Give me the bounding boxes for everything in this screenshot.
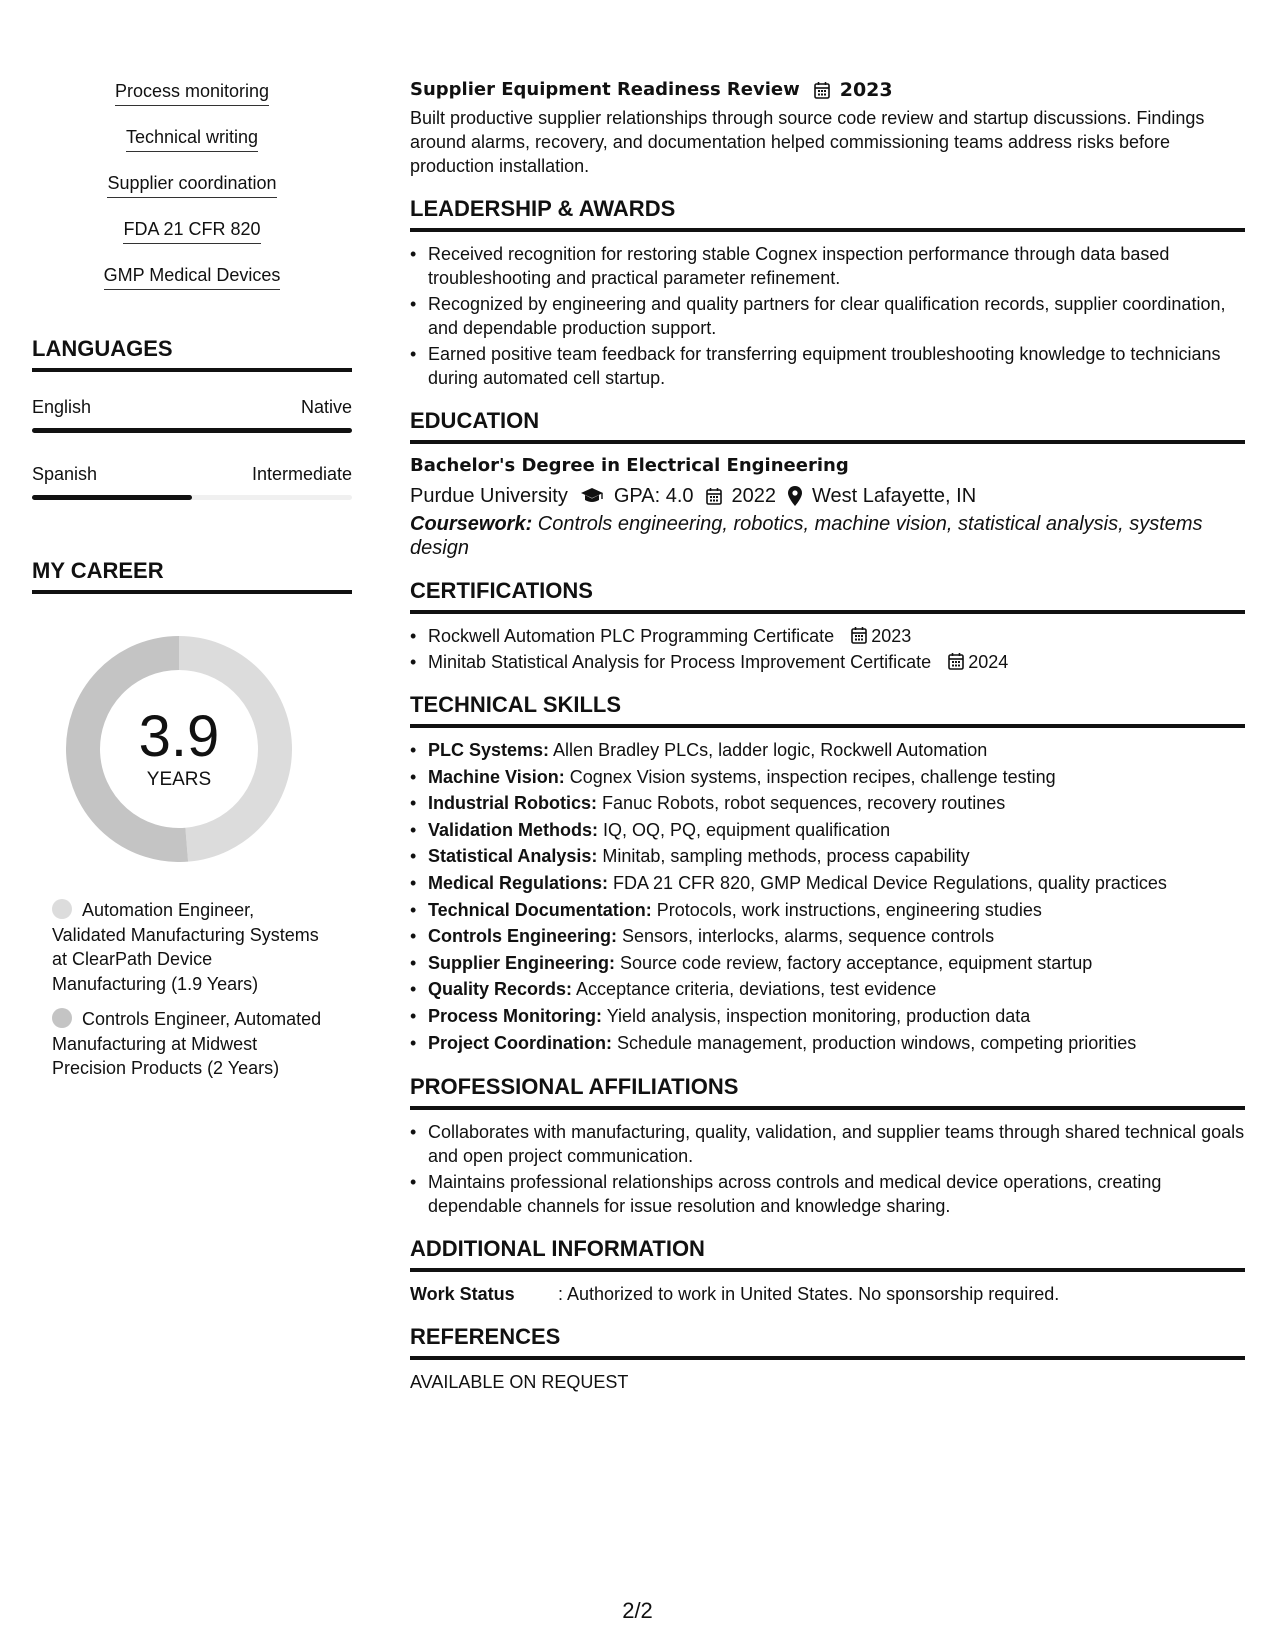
skill-tag: FDA 21 CFR 820: [123, 218, 260, 244]
skill-value: Source code review, factory acceptance, equipment startup: [615, 952, 1093, 973]
skill-value: Allen Bradley PLCs, ladder logic, Rockwell Automation: [549, 740, 988, 760]
references-text: AVAILABLE ON REQUEST: [410, 1372, 629, 1393]
gpa: GPA: 4.0: [613, 485, 694, 507]
graduation-year: 2022: [731, 485, 777, 507]
skill-key: Industrial Robotics:: [428, 793, 598, 814]
legend-dot: [52, 899, 72, 919]
skill-key: Controls Engineering:: [428, 926, 617, 947]
languages-title: LANGUAGES: [32, 336, 352, 372]
list-item: • Collaborates with manufacturing, quality, validation, and supplier teams through shared technical goals and open project communication.: [410, 1120, 1245, 1168]
skill-key: Technical Documentation:: [428, 899, 652, 920]
school: Purdue University: [410, 485, 568, 507]
technical-skills-title: TECHNICAL SKILLS: [410, 692, 1245, 728]
skill-value: Yield analysis, inspection monitoring, production data: [602, 1005, 1031, 1026]
certification-year: 2023: [871, 626, 912, 646]
career-legend-item: [52, 1007, 322, 1081]
skill-tags: [32, 80, 352, 310]
coursework-text: Controls engineering, robotics, machine vision, statistical analysis, systems design: [410, 513, 1203, 559]
project-year: 2023: [839, 79, 893, 101]
calendar-icon: [814, 81, 830, 99]
language-bar-fill: [32, 495, 192, 500]
skill-key: Medical Regulations:: [428, 872, 609, 893]
language-bar: [32, 428, 352, 433]
language-bar: [32, 495, 352, 500]
certification-item: [410, 624, 1245, 648]
language-level: Native: [300, 397, 352, 417]
leadership-title: LEADERSHIP & AWARDS: [410, 196, 1245, 232]
certifications-section: [410, 578, 1245, 674]
language-row: [32, 396, 352, 433]
career-donut: [66, 636, 292, 862]
page-number: 2/2: [622, 1598, 653, 1623]
career-section: [32, 558, 352, 1081]
skill-key: Supplier Engineering:: [428, 952, 616, 973]
skill-key: Validation Methods:: [428, 819, 599, 840]
language-name: Spanish: [32, 464, 98, 484]
school-location: West Lafayette, IN: [812, 485, 977, 507]
skill-key: Machine Vision:: [428, 766, 565, 787]
skill-tag: Process monitoring: [115, 80, 269, 106]
career-total: 3.9: [138, 704, 220, 769]
career-legend-item: [52, 898, 322, 996]
education-section: [410, 408, 1245, 560]
calendar-icon: [851, 626, 867, 644]
coursework: [410, 512, 1245, 560]
list-item: • Received recognition for restoring stable Cognex inspection performance through data based troubleshooting and practical parameter refinement.: [410, 242, 1245, 290]
technical-skills-list: [410, 738, 1245, 1056]
skill-value: FDA 21 CFR 820, GMP Medical Device Regulations, quality practices: [608, 872, 1167, 893]
legend-label: Automation Engineer, Validated Manufacturing Systems at ClearPath Device Manufacturing (1.9 Years): [52, 900, 319, 994]
affiliations-title: PROFESSIONAL AFFILIATIONS: [410, 1074, 1245, 1110]
skill-item: [410, 844, 1245, 870]
references-title: REFERENCES: [410, 1324, 1245, 1360]
career-legend: [52, 898, 322, 1081]
skill-value: Acceptance criteria, deviations, test evidence: [572, 979, 937, 1000]
skill-value: Fanuc Robots, robot sequences, recovery routines: [597, 793, 1006, 814]
sidebar: [32, 80, 352, 1092]
language-row: [32, 463, 352, 500]
skill-value: Sensors, interlocks, alarms, sequence controls: [617, 926, 995, 947]
skill-item: [410, 977, 1245, 1003]
work-status-value: : Authorized to work in United States. No sponsorship required.: [558, 1284, 1060, 1305]
degree: Bachelor's Degree in Electrical Engineering: [410, 455, 849, 476]
skill-item: [410, 871, 1245, 897]
skill-value: IQ, OQ, PQ, equipment qualification: [598, 819, 891, 840]
skill-item: [410, 898, 1245, 924]
list-item: • Recognized by engineering and quality partners for clear qualification records, supplier coordination, and dependable production support.: [410, 292, 1245, 340]
language-name: English: [32, 397, 92, 417]
skill-value: Protocols, work instructions, engineering studies: [651, 899, 1042, 920]
certification-year: 2024: [968, 652, 1009, 672]
skill-key: Statistical Analysis:: [428, 846, 598, 867]
skill-item: [410, 1004, 1245, 1030]
leadership-section: [410, 196, 1245, 390]
skill-item: [410, 738, 1245, 764]
work-status-label: Work Status: [410, 1284, 515, 1305]
project-title: Supplier Equipment Readiness Review: [410, 79, 800, 100]
language-level: Intermediate: [251, 464, 352, 484]
legend-label: Controls Engineer, Automated Manufacturing at Midwest Precision Products (2 Years): [52, 1009, 322, 1078]
certification-item: [410, 650, 1245, 674]
skill-key: PLC Systems:: [428, 740, 550, 760]
skill-item: [410, 951, 1245, 977]
project-description: Built productive supplier relationships through source code review and startup discussions. Findings around alarms, recovery, and documentation helped commissioning teams address risks before production installation.: [410, 108, 1205, 176]
technical-skills-section: [410, 692, 1245, 1056]
location-pin-icon: [788, 486, 802, 506]
skill-item: [410, 818, 1245, 844]
list-item: • Maintains professional relationships across controls and medical device operations, creating dependable channels for issue resolution and knowledge sharing.: [410, 1170, 1245, 1218]
education-title: EDUCATION: [410, 408, 1245, 444]
project-entry: [410, 78, 1245, 178]
certifications-title: CERTIFICATIONS: [410, 578, 1245, 614]
skill-tag: Technical writing: [126, 126, 258, 152]
career-unit: YEARS: [146, 769, 212, 790]
skill-tag: GMP Medical Devices: [104, 264, 281, 290]
career-title: MY CAREER: [32, 558, 352, 594]
skill-item: [410, 791, 1245, 817]
languages-section: [32, 336, 352, 500]
affiliations-section: [410, 1074, 1245, 1218]
additional-info-title: ADDITIONAL INFORMATION: [410, 1236, 1245, 1272]
additional-info-section: [410, 1236, 1245, 1306]
graduation-cap-icon: [580, 487, 604, 505]
certification-name: Rockwell Automation PLC Programming Certificate: [428, 626, 835, 646]
skill-key: Project Coordination:: [428, 1032, 612, 1053]
skill-key: Quality Records:: [428, 979, 573, 1000]
skill-item: [410, 765, 1245, 791]
skill-key: Process Monitoring:: [428, 1005, 603, 1026]
skill-value: Cognex Vision systems, inspection recipes, challenge testing: [564, 766, 1056, 787]
skill-tag: Supplier coordination: [107, 172, 276, 198]
language-bar-fill: [32, 428, 352, 433]
calendar-icon: [948, 652, 964, 670]
skill-item: [410, 924, 1245, 950]
skill-value: Schedule management, production windows, competing priorities: [612, 1032, 1137, 1053]
references-section: [410, 1324, 1245, 1394]
legend-dot: [52, 1008, 72, 1028]
coursework-label: Coursework:: [410, 513, 533, 535]
certification-name: Minitab Statistical Analysis for Process Improvement Certificate: [428, 652, 932, 672]
main-content: [410, 78, 1245, 1394]
list-item: • Earned positive team feedback for transferring equipment troubleshooting knowledge to technicians during automated cell startup.: [410, 342, 1245, 390]
calendar-icon: [706, 487, 722, 505]
skill-value: Minitab, sampling methods, process capability: [597, 846, 970, 867]
skill-item: [410, 1031, 1245, 1057]
